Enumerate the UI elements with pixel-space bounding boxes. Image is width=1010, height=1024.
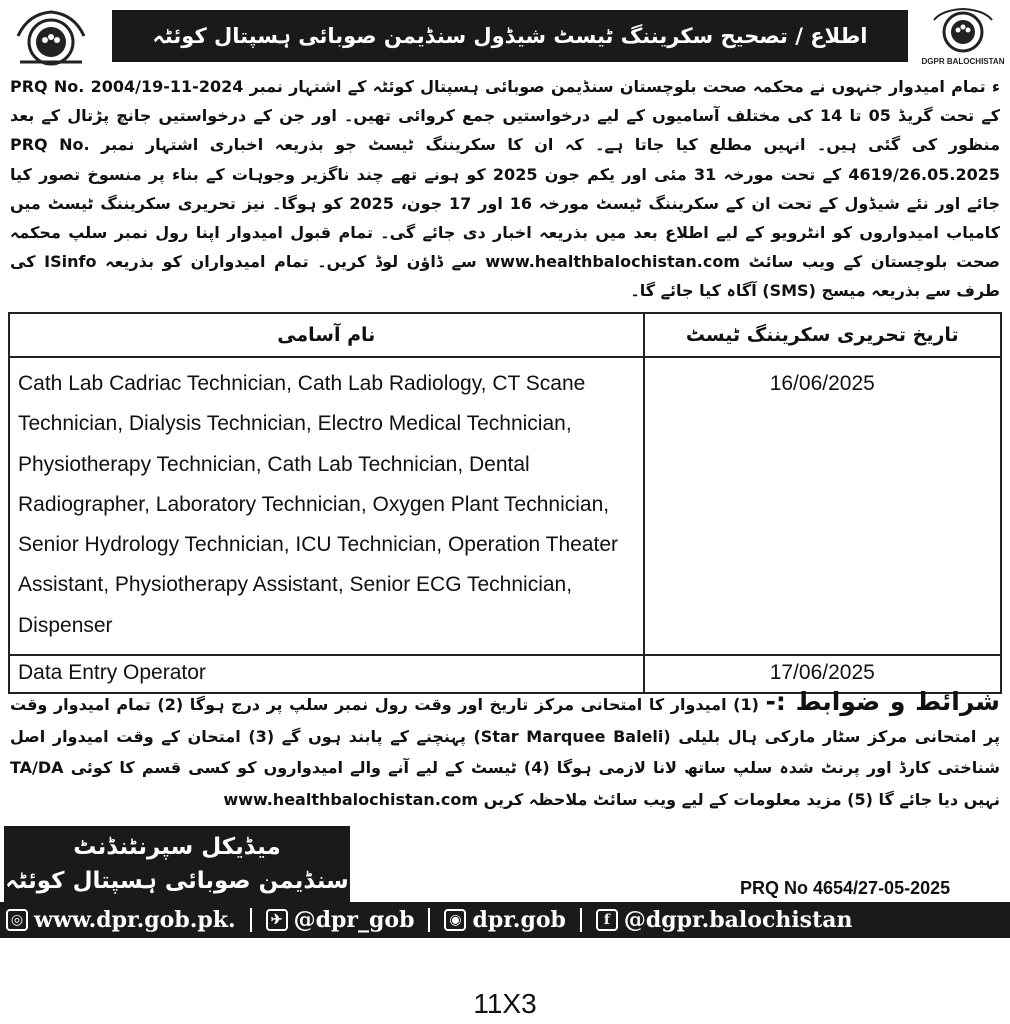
terms-heading: شرائط و ضوابط :- <box>765 687 1001 716</box>
date-cell: 16/06/2025 <box>644 357 1001 655</box>
dgpr-logo-caption: DGPR BALOCHISTAN <box>921 57 1005 66</box>
signature-title: میڈیکل سپرنٹنڈنٹ <box>73 834 281 860</box>
posts-cell: Cath Lab Cadriac Technician, Cath Lab Radiology, CT Scane Technician, Dialysis Technician, Electro Medical Technician, Physiotherapy Technician, Cath Lab Technician, Dental Radiographer, Laboratory Technician, Oxygen Plant Technician, Senior Hydrology Technician, ICU Technician, Operation Theater Assistant, Physiotherapy Assistant, Senior ECG Technician, Dispenser <box>9 357 644 655</box>
divider <box>580 908 582 932</box>
dgpr-logo <box>920 6 1006 68</box>
ad-size-label: 11X3 <box>473 988 537 1019</box>
emblem-left-logo <box>8 6 94 68</box>
table-row <box>9 357 1001 655</box>
globe-icon: ◎ <box>6 909 28 931</box>
col-header-date: تاریخ تحریری سکریننگ ٹیسٹ <box>644 313 1001 357</box>
signature-block <box>4 826 350 902</box>
twitter-icon: ✈ <box>266 909 288 931</box>
social-facebook[interactable] <box>590 907 859 933</box>
posts-cell: Data Entry Operator <box>9 655 644 693</box>
terms-text: (1) امیدوار کا امتحانی مرکز تاریخ اور وقت رول نمبر سلپ پر درج ہوگا (2) تمام امیدوار وقت پر امتحانی مرکز سٹار مارکی ہال بلیلی (Star Marquee Baleli) پہنچنے کے پابند ہوں گے (3) امتحان کے وقت امیدوار اصل شناختی کارڈ اور پرنٹ شدہ سلپ ساتھ لانا لازمی ہوگا (4) ٹیسٹ کے لیے آنے والے امیدواروں کو کسی قسم کا کوئی TA/DA نہیں دیا جائے گا (5) مزید معلومات کے لیے ویب سائٹ ملاحظہ کریں www.healthbalochistan.com <box>10 695 1001 809</box>
facebook-label: @dgpr.balochistan <box>623 907 853 933</box>
social-instagram[interactable] <box>438 907 571 933</box>
terms-and-conditions <box>10 686 1000 815</box>
social-bar <box>0 902 1010 938</box>
date-cell: 17/06/2025 <box>644 655 1001 693</box>
notice-title: اطلاع / تصحیح سکریننگ ٹیسٹ شیڈول سنڈیمن صوبائی ہسپتال کوئٹہ <box>112 10 908 62</box>
table-header-row <box>9 313 1001 357</box>
divider <box>428 908 430 932</box>
facebook-icon: f <box>596 909 618 931</box>
divider <box>250 908 252 932</box>
prq-number: PRQ No 4654/27-05-2025 <box>740 878 951 898</box>
notice-body: ء تمام امیدوار جنہوں نے محکمہ صحت بلوچستان سنڈیمن صوبائی ہسپتال کوئٹہ کے اشتہار نمبر PRQ No. 2004/19-11-2024 کے تحت گریڈ 05 تا 14 کی مختلف آسامیوں کے لیے درخواستیں جمع کروائی تھیں۔ اور جن کے درخواستیں جانچ پڑتال کے بعد منظور کی گئی ہیں۔ انہیں مطلع کیا جاتا ہے۔ کہ ان کا سکریننگ ٹیسٹ جو بذریعہ اخباری اشتہار نمبر PRQ No. 4619/26.05.2025 کے تحت مورخہ 31 مئی اور یکم جون 2025 کو ہونے تھے چند ناگزیر وجوہات کے بناء پر منسوخ تصور کیا جائے اور نئے شیڈول کے تحت ان کے سکریننگ ٹیسٹ مورخہ 16 اور 17 جون، 2025 کو ہوگا۔ نیز تحریری سکریننگ ٹیسٹ میں کامیاب امیدواروں کو انٹرویو کے لیے اطلاع بعد میں بذریعہ اخبار دی جائے گی۔ تمام قبول امیدوار اپنا رول نمبر سلپ محکمہ صحت بلوچستان کے ویب سائٹ www.healthbalochistan.com سے ڈاؤن لوڈ کریں۔ تمام امیدواران کو بذریعہ ISinfo کی طرف سے بذریعہ میسج (SMS) آگاہ کیا جائے گا۔ <box>10 77 1001 301</box>
social-twitter[interactable] <box>260 907 421 933</box>
website-label: www.dpr.gob.pk. <box>34 907 236 933</box>
instagram-icon: ◉ <box>444 909 466 931</box>
signature-office: سنڈیمن صوبائی ہسپتال کوئٹہ <box>5 868 349 894</box>
col-header-posts: نام آسامی <box>9 313 644 357</box>
social-website[interactable] <box>0 907 242 933</box>
instagram-label: dpr.gob <box>472 907 566 933</box>
twitter-label: @dpr_gob <box>293 907 415 933</box>
schedule-table <box>8 312 1002 694</box>
